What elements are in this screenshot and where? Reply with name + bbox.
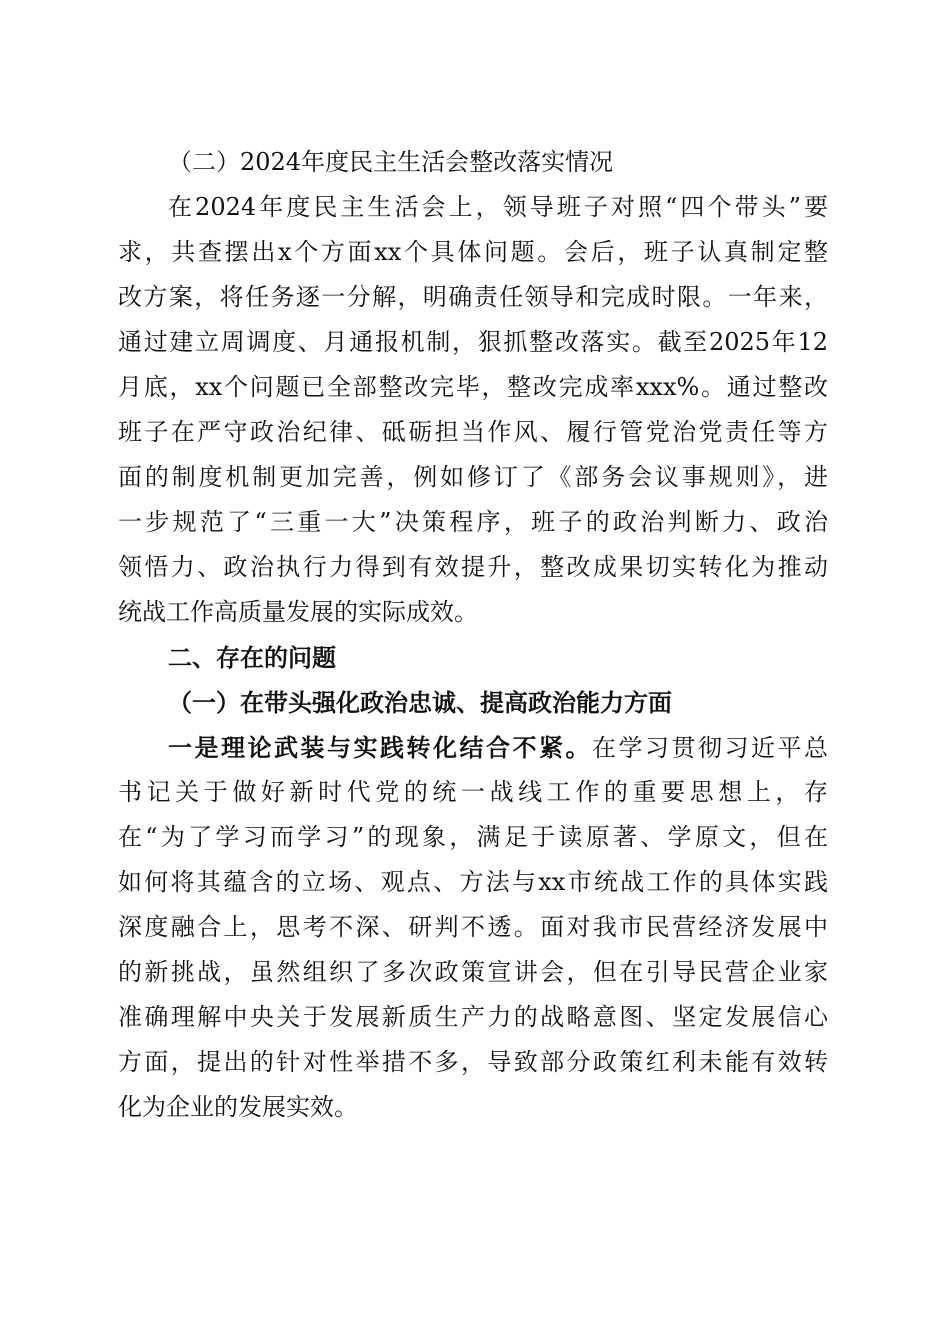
paragraph-line: 准确理解中央关于发展新质生产力的战略意图、坚定发展信心 — [118, 1003, 828, 1031]
paragraph-line: 面的制度机制更加完善，例如修订了《部务会议事规则》，进 — [118, 463, 828, 491]
paragraph-line: 求，共查摆出x个方面xx个具体问题。会后，班子认真制定整 — [118, 238, 828, 266]
paragraph-line: 在2024年度民主生活会上，领导班子对照“四个带头”要 — [168, 193, 828, 221]
paragraph-problem-1 — [118, 725, 828, 1130]
section-heading-2: （二）2024年度民主生活会整改落实情况 — [168, 148, 614, 176]
paragraph-line: 班子在严守政治纪律、砥砺担当作风、履行管党治党责任等方 — [118, 418, 828, 446]
paragraph-line: 深度融合上，思考不深、研判不透。面对我市民营经济发展中 — [118, 913, 828, 941]
paragraph-line: 月底，xx个问题已全部整改完毕，整改完成率xxx%。通过整改 — [118, 373, 828, 401]
paragraph-line: 化为企业的发展实效。 — [118, 1093, 358, 1121]
paragraph-line: 领悟力、政治执行力得到有效提升，整改成果切实转化为推动 — [118, 553, 828, 581]
paragraph-line: 一步规范了“三重一大”决策程序，班子的政治判断力、政治 — [118, 508, 828, 536]
paragraph-line: 在“为了学习而学习”的现象，满足于读原著、学原文，但在 — [118, 823, 828, 851]
chapter-heading: 二、存在的问题 — [168, 643, 336, 672]
paragraph-line: 如何将其蕴含的立场、观点、方法与xx市统战工作的具体实践 — [118, 868, 828, 896]
paragraph-lead: 一是理论武装与实践转化结合不紧。 — [168, 733, 592, 762]
subheading-1: （一）在带头强化政治忠诚、提高政治能力方面 — [168, 688, 672, 717]
paragraph-line — [118, 725, 828, 770]
paragraph-line: 通过建立周调度、月通报机制，狠抓整改落实。截至2025年12 — [118, 328, 828, 356]
paragraph-rectification — [118, 185, 828, 635]
paragraph-line: 改方案，将任务逐一分解，明确责任领导和完成时限。一年来， — [118, 283, 828, 311]
paragraph-line: 的新挑战，虽然组织了多次政策宣讲会，但在引导民营企业家 — [118, 958, 828, 986]
paragraph-line: 书记关于做好新时代党的统一战线工作的重要思想上，存 — [118, 778, 828, 806]
paragraph-line: 统战工作高质量发展的实际成效。 — [118, 598, 478, 626]
paragraph-line-text: 在学习贯彻习近平总 — [592, 734, 828, 762]
paragraph-line: 方面，提出的针对性举措不多，导致部分政策红利未能有效转 — [118, 1048, 828, 1076]
document-body — [118, 140, 828, 1130]
